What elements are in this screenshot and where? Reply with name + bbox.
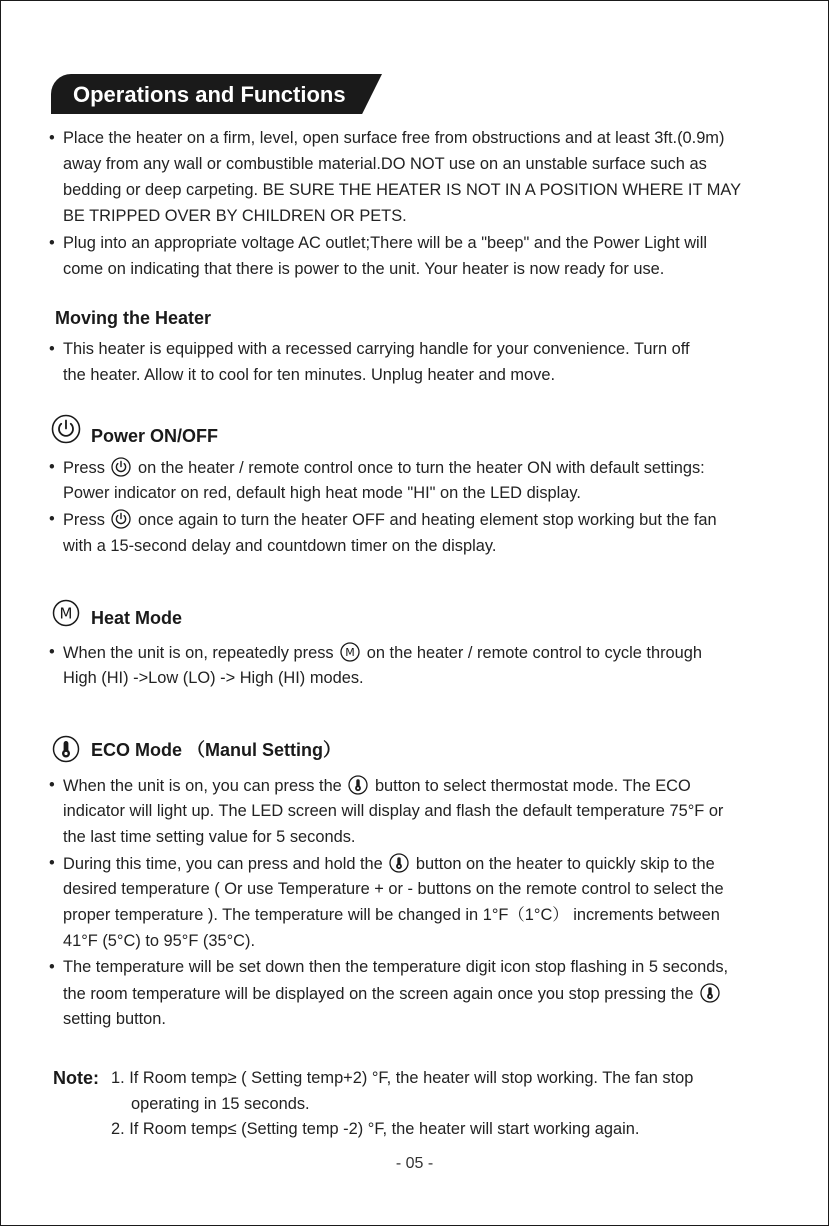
thermometer-icon xyxy=(700,983,720,1003)
power-line-1 xyxy=(63,457,705,478)
heat-line-1 xyxy=(63,642,702,663)
power-b2-pre: Press xyxy=(63,511,105,529)
note-line-1: 1. If Room temp≥ ( Setting temp+2) °F, the heater will stop working. The fan stop xyxy=(111,1069,694,1087)
intro-line-1: • Place the heater on a firm, level, open surface free from obstructions and at least 3ft.(0.9m) xyxy=(63,128,724,148)
eco-b2-post: button on the heater to quickly skip to the xyxy=(415,855,715,873)
eco-b2-pre: During this time, you can press and hold the xyxy=(63,855,383,873)
power-b1-pre: Press xyxy=(63,459,105,477)
heat-b1-post: on the heater / remote control to cycle through xyxy=(366,644,703,662)
eco-line-10: setting button. xyxy=(63,1010,166,1028)
power-heading: Power ON/OFF xyxy=(91,426,219,446)
note-line-3: 2. If Room temp≤ (Setting temp -2) °F, the heater will start working again. xyxy=(111,1120,640,1138)
eco-b3-pre: the room temperature will be displayed on the screen again once you stop pressing the xyxy=(63,985,694,1003)
moving-heading: Moving the Heater xyxy=(55,308,212,328)
intro-line-5: • Plug into an appropriate voltage AC outlet;There will be a "beep" and the Power Light will xyxy=(63,233,707,253)
eco-line-7: 41°F (5°C) to 95°F (35°C). xyxy=(63,932,255,950)
note-label: Note: xyxy=(53,1068,99,1088)
eco-line-6: proper temperature ). The temperature will be changed in 1°F（1°C） increments between xyxy=(63,906,720,924)
thermometer-icon xyxy=(52,735,80,763)
mode-icon xyxy=(340,642,360,662)
moving-line-2: the heater. Allow it to cool for ten minutes. Unplug heater and move. xyxy=(63,366,556,384)
heat-b1-pre: When the unit is on, repeatedly press xyxy=(63,644,334,662)
power-icon xyxy=(111,509,131,529)
eco-line-1 xyxy=(63,775,691,796)
power-line-2: Power indicator on red, default high heat mode "HI" on the LED display. xyxy=(63,484,581,502)
eco-heading: ECO Mode （Manul Setting） xyxy=(91,740,341,760)
mode-icon xyxy=(52,599,80,627)
mode-icon-letter: M xyxy=(59,604,73,623)
moving-line-1: • This heater is equipped with a recessed carrying handle for your convenience. Turn off xyxy=(63,339,690,359)
eco-line-8: • The temperature will be set down then the temperature digit icon stop flashing in 5 seconds, xyxy=(63,957,728,977)
heat-heading: Heat Mode xyxy=(91,608,183,628)
heat-line-2: High (HI) ->Low (LO) -> High (HI) modes. xyxy=(63,669,364,687)
eco-b1-post: button to select thermostat mode. The ECO xyxy=(374,777,691,795)
page-number: - 05 - xyxy=(395,1155,434,1172)
eco-b1-pre: When the unit is on, you can press the xyxy=(63,777,342,795)
power-icon xyxy=(51,414,81,444)
eco-line-2: indicator will light up. The LED screen will display and flash the default temperature 75°F or xyxy=(63,802,724,820)
power-line-3 xyxy=(63,509,717,530)
eco-line-4 xyxy=(63,853,715,874)
intro-line-4: BE TRIPPED OVER BY CHILDREN OR PETS. xyxy=(63,207,407,225)
thermometer-icon xyxy=(389,853,409,873)
note-line-2: operating in 15 seconds. xyxy=(131,1095,310,1113)
section-title: Operations and Functions xyxy=(73,82,346,107)
eco-line-5: desired temperature ( Or use Temperature + or - buttons on the remote control to select the xyxy=(63,880,724,898)
intro-line-2: away from any wall or combustible material.DO NOT use on an unstable surface such as xyxy=(63,155,707,173)
power-b2-post: once again to turn the heater OFF and heating element stop working but the fan xyxy=(138,511,717,529)
mode-icon-letter: M xyxy=(345,646,355,659)
eco-line-3: the last time setting value for 5 seconds. xyxy=(63,828,356,846)
intro-line-6: come on indicating that there is power to the unit. Your heater is now ready for use. xyxy=(63,260,665,278)
power-b1-post: on the heater / remote control once to turn the heater ON with default settings: xyxy=(138,459,705,477)
thermometer-icon xyxy=(348,775,368,795)
intro-line-3: bedding or deep carpeting. BE SURE THE HEATER IS NOT IN A POSITION WHERE IT MAY xyxy=(63,181,742,199)
eco-line-9 xyxy=(63,983,722,1004)
power-icon xyxy=(111,457,131,477)
power-line-4: with a 15-second delay and countdown timer on the display. xyxy=(63,537,497,555)
